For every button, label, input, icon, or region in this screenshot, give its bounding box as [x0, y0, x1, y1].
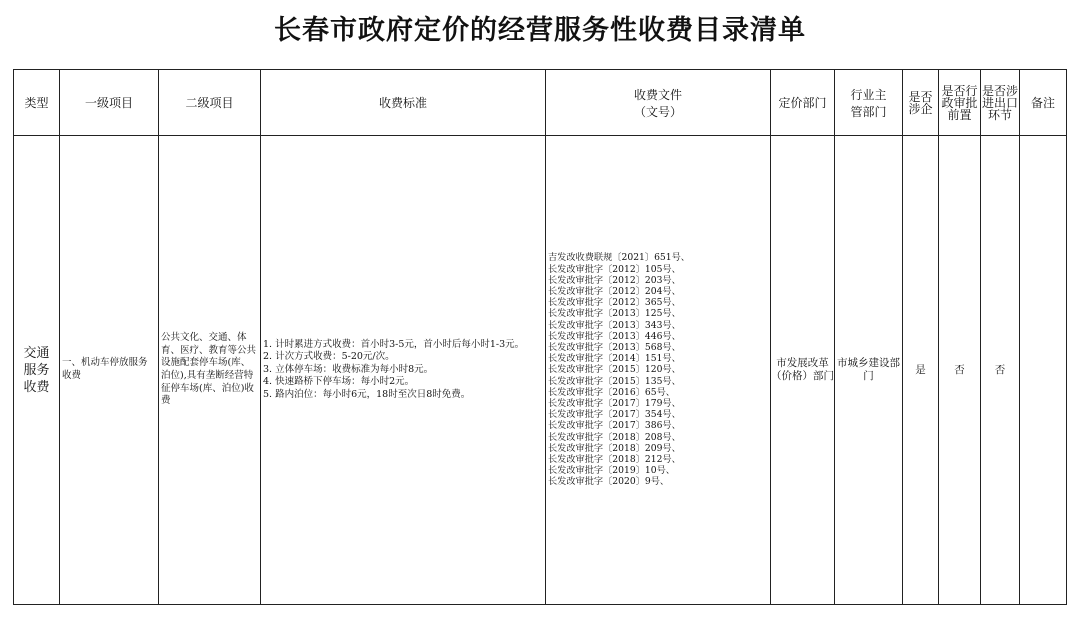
standard-item: 4. 快速路桥下停车场：每小时2元。: [263, 376, 415, 388]
standard-item: 5. 路内泊位：每小时6元，18时至次日8时免费。: [263, 388, 471, 400]
header-industry-line1: 行业主: [850, 87, 887, 102]
doc-number: 长发改审批字〔2018〕208号、: [548, 431, 681, 443]
header-enterprise-line2: 涉企: [908, 101, 933, 116]
header-approval: [939, 70, 981, 136]
doc-number: 长发改审批字〔2017〕354号、: [548, 409, 681, 421]
cell-enterprise: 是: [903, 136, 939, 605]
cell-type: [14, 136, 60, 605]
doc-number: 长发改审批字〔2019〕10号、: [548, 465, 675, 477]
header-approval-line2: 政审批: [941, 95, 978, 110]
doc-number: 长发改审批字〔2015〕135号、: [548, 375, 681, 387]
doc-number: 长发改审批字〔2013〕568号、: [548, 341, 681, 353]
doc-number: 长发改审批字〔2012〕203号、: [548, 274, 681, 286]
page-title: 长春市政府定价的经营服务性收费目录清单: [274, 15, 806, 46]
cell-import: 否: [981, 136, 1020, 605]
table-row: [14, 136, 1067, 605]
header-pricing-dept: 定价部门: [771, 70, 835, 136]
header-row: [14, 70, 1067, 136]
standard-item: 1. 计时累进方式收费：首小时3-5元，首小时后每小时1-3元。: [263, 338, 525, 350]
header-standard: 收费标准: [261, 70, 546, 136]
header-docs-line1: 收费文件: [633, 87, 682, 102]
cell-industry-dept: 市城乡建设部门: [835, 136, 903, 605]
doc-number: 长发改审批字〔2012〕365号、: [548, 297, 681, 309]
header-industry-line2: 管部门: [850, 104, 887, 119]
header-import-line3: 环节: [987, 107, 1012, 122]
standard-item: 2. 计次方式收费：5-20元/次。: [263, 351, 395, 363]
doc-number: 长发改审批字〔2020〕9号、: [548, 476, 670, 488]
doc-number: 长发改审批字〔2016〕65号、: [548, 386, 675, 398]
doc-number: 吉发改收费联规〔2021〕651号、: [548, 252, 690, 264]
cell-docs: [546, 136, 771, 605]
header-docs-line2: （文号）: [633, 104, 682, 119]
cell-standard: [261, 136, 546, 605]
doc-number: 长发改审批字〔2012〕105号、: [548, 263, 681, 275]
cell-level1: 一、机动车停放服务收费: [60, 136, 159, 605]
header-industry-dept: [835, 70, 903, 136]
header-level2: 二级项目: [159, 70, 261, 136]
header-type: 类型: [14, 70, 60, 136]
header-import-line2: 进出口: [981, 95, 1018, 110]
cell-remarks: [1020, 136, 1067, 605]
doc-number: 长发改审批字〔2013〕446号、: [548, 330, 681, 342]
doc-number: 长发改审批字〔2017〕386号、: [548, 420, 681, 432]
doc-number: 长发改审批字〔2012〕204号、: [548, 285, 681, 297]
header-import: [981, 70, 1020, 136]
header-enterprise-line1: 是否: [908, 89, 933, 104]
cell-level2: 公共文化、交通、体育、医疗、教育等公共设施配套停车场(库、泊位),具有垄断经营特征停车场(库、泊位)收费: [159, 136, 261, 605]
header-import-line1: 是否涉: [981, 83, 1018, 98]
doc-number: 长发改审批字〔2015〕120号、: [548, 364, 681, 376]
cell-approval: 否: [939, 136, 981, 605]
fee-catalog-table: [13, 69, 1067, 605]
header-approval-line3: 前置: [947, 107, 972, 122]
type-line: 服务: [23, 362, 50, 378]
standard-item: 3. 立体停车场：收费标准为每小时8元。: [263, 363, 434, 375]
header-level1: 一级项目: [60, 70, 159, 136]
header-enterprise: [903, 70, 939, 136]
header-docs: [546, 70, 771, 136]
type-line: 交通: [23, 345, 50, 361]
header-remarks: 备注: [1020, 70, 1067, 136]
doc-number: 长发改审批字〔2013〕343号、: [548, 319, 681, 331]
cell-pricing-dept: 市发展改革（价格）部门: [771, 136, 835, 605]
doc-number: 长发改审批字〔2018〕209号、: [548, 442, 681, 454]
doc-number: 长发改审批字〔2013〕125号、: [548, 308, 681, 320]
doc-number: 长发改审批字〔2018〕212号、: [548, 454, 681, 466]
type-line: 收费: [23, 379, 50, 395]
doc-number: 长发改审批字〔2014〕151号、: [548, 353, 681, 365]
header-approval-line1: 是否行: [941, 83, 978, 98]
doc-number: 长发改审批字〔2017〕179号、: [548, 398, 681, 409]
